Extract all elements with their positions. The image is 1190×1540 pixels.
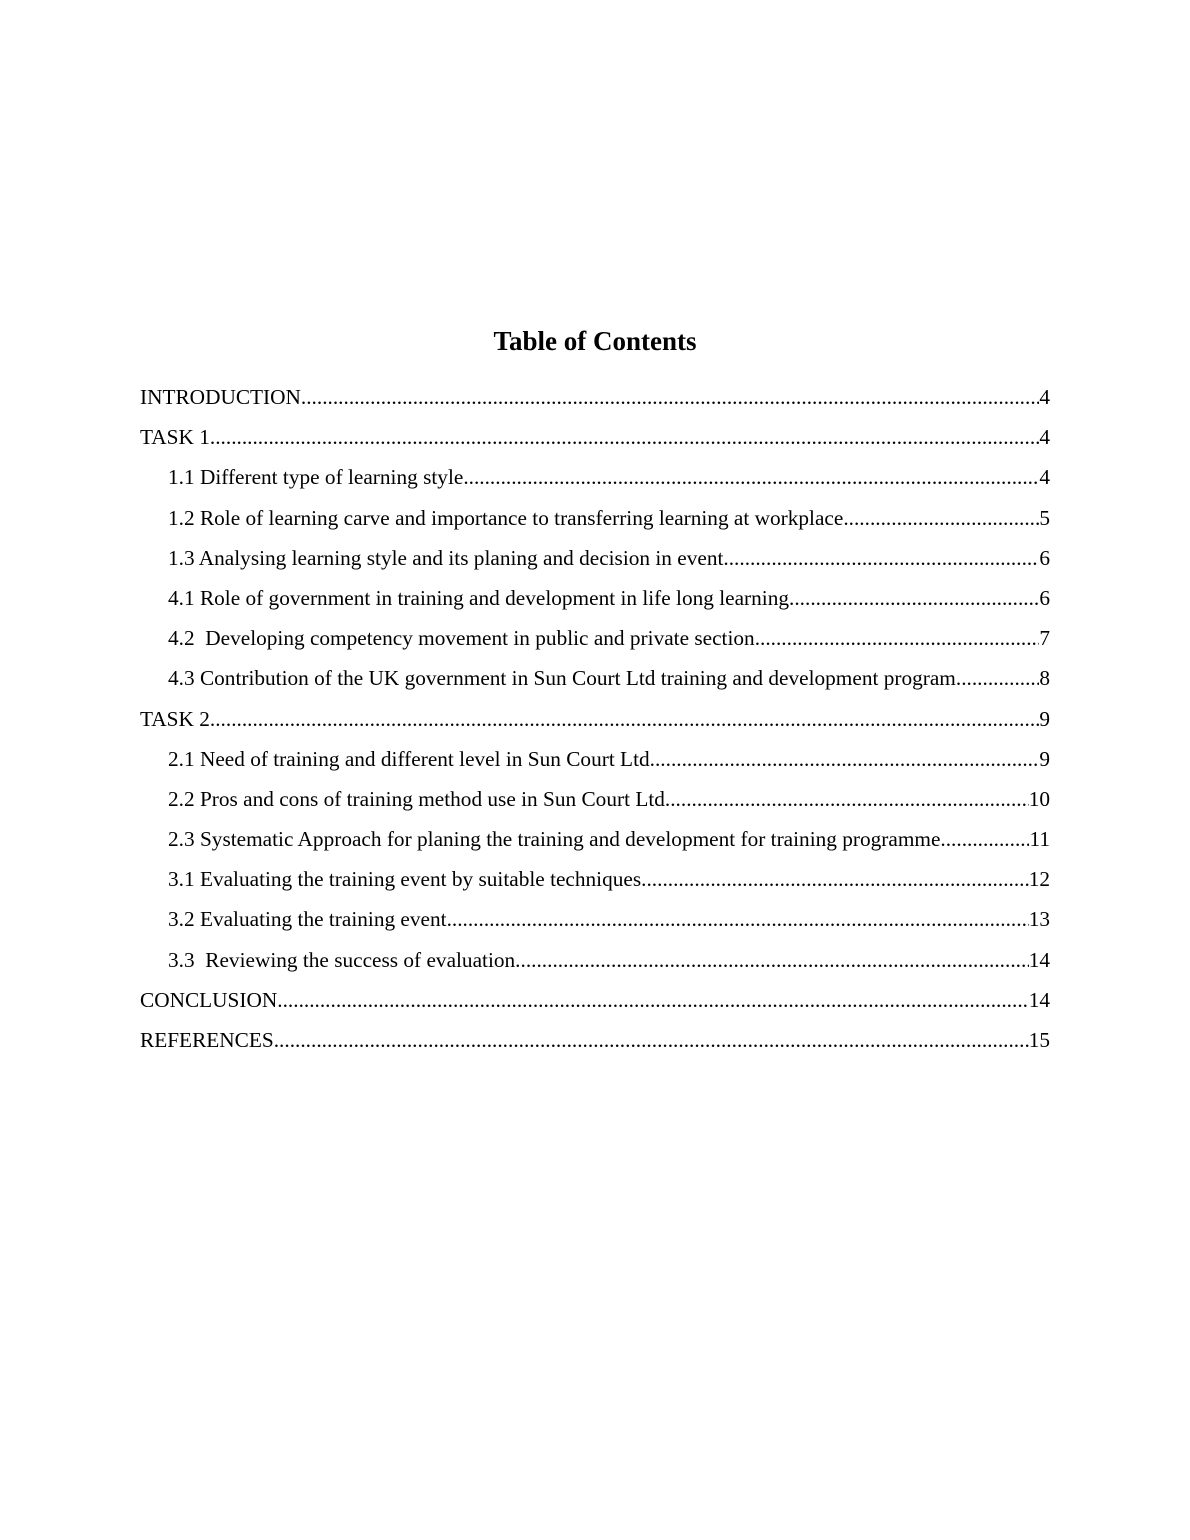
toc-entry-label: INTRODUCTION [140,385,301,409]
toc-entry-label: 1.2 Role of learning carve and importance to transferring learning at workplace [168,505,844,530]
toc-entry-label: 4.2 Developing competency movement in public and private section [168,626,755,651]
toc-dot-leader [843,498,1039,538]
toc-entry-page: 11 [1029,827,1050,852]
toc-entry[interactable] [140,417,1050,457]
toc-entry-label: 3.2 Evaluating the training event [168,907,447,932]
toc-dot-leader [956,658,1039,698]
toc-dot-leader [755,618,1040,658]
toc-dot-leader [210,699,1039,739]
toc-entry[interactable] [140,899,1050,939]
toc-entry-label: 4.1 Role of government in training and development in life long learning [168,585,790,610]
toc-entry[interactable] [140,699,1050,739]
toc-entry-page: 9 [1039,706,1050,731]
toc-entry-label: CONCLUSION [140,987,278,1012]
toc-entry-label: 1.3 Analysing learning style and its planing and decision in event [168,545,724,570]
toc-dot-leader [515,940,1029,980]
toc-entry[interactable] [140,538,1050,578]
toc-entry-label: 4.3 Contribution of the UK government in Sun Court Ltd training and development program [168,666,956,691]
toc-entry[interactable] [140,618,1050,658]
toc-dot-leader [641,859,1029,899]
toc-entry-page: 4 [1039,425,1050,450]
toc-entry-page: 5 [1039,505,1050,530]
toc-entry[interactable] [140,859,1050,899]
toc-entry[interactable] [140,940,1050,980]
toc-entry[interactable] [140,980,1050,1020]
toc-entry-page: 7 [1039,626,1050,651]
toc-entry[interactable] [140,1020,1050,1060]
toc-entry-label: 2.3 Systematic Approach for planing the training and development for training programme [168,827,941,852]
toc-entry-page: 14 [1028,987,1050,1012]
toc-entry-page: 6 [1039,545,1050,570]
toc-entry-page: 10 [1028,786,1050,811]
toc-dot-leader [940,819,1029,859]
toc-dot-leader [277,980,1028,1020]
toc-entry[interactable] [140,498,1050,538]
toc-entry[interactable] [140,739,1050,779]
toc-entry[interactable] [140,578,1050,618]
toc-dot-leader [723,538,1039,578]
toc-entry[interactable] [140,819,1050,859]
toc-entry[interactable] [140,457,1050,497]
toc-list [140,377,1050,1060]
toc-entry[interactable] [140,779,1050,819]
toc-dot-leader [447,899,1029,939]
toc-dot-leader [463,457,1039,497]
toc-title: Table of Contents [493,326,697,356]
toc-entry-label: TASK 1 [140,425,210,450]
toc-entry-label: 3.3 Reviewing the success of evaluation [168,947,516,972]
toc-entry-label: TASK 2 [140,706,210,731]
toc-dot-leader [789,578,1039,618]
toc-entry-label: REFERENCES [140,1028,274,1052]
toc-entry-label: 3.1 Evaluating the training event by suitable techniques [168,867,642,892]
toc-dot-leader [650,739,1040,779]
toc-dot-leader [301,377,1039,417]
toc-entry-page: 6 [1039,585,1050,610]
toc-entry[interactable] [140,377,1050,417]
toc-entry-page: 15 [1028,1028,1050,1052]
toc-entry-page: 14 [1028,947,1050,972]
toc-dot-leader [665,779,1029,819]
toc-dot-leader [210,417,1039,457]
toc-entry-page: 4 [1039,385,1050,409]
toc-dot-leader [274,1020,1029,1060]
toc-entry-label: 2.1 Need of training and different level in Sun Court Ltd [168,746,650,771]
toc-entry-page: 13 [1028,907,1050,932]
toc-entry-page: 8 [1039,666,1050,691]
toc-entry-page: 9 [1039,746,1050,771]
toc-entry-label: 2.2 Pros and cons of training method use in Sun Court Ltd [168,786,665,811]
toc-entry-page: 12 [1028,867,1050,892]
toc-entry[interactable] [140,658,1050,698]
toc-entry-label: 1.1 Different type of learning style [168,465,464,490]
toc-entry-page: 4 [1039,465,1050,490]
